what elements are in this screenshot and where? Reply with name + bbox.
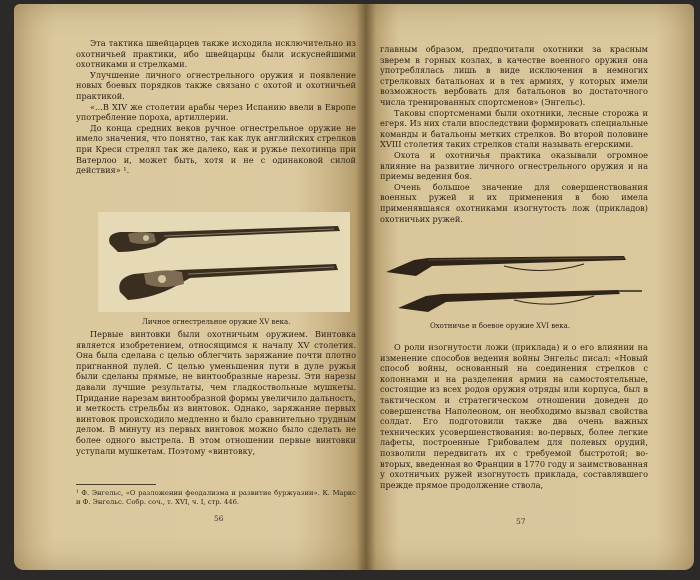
- left-page-top-text: [76, 38, 356, 176]
- left-page: [14, 4, 366, 570]
- paragraph: Улучшение личного огнестрельного оружия и появление новых боевых порядков также связано с охотой и охотничьей практикой.: [76, 69, 356, 101]
- figure-guns-xvi-century: [384, 236, 646, 316]
- guns-illustration: [384, 236, 646, 316]
- paragraph: Охота и охотничья практика оказывали огромное влияние на развитие личного огнестрельного оружия и на приемы ведения боя.: [380, 149, 648, 182]
- right-page-top-text: [380, 44, 648, 224]
- paragraph: Очень большое значение для совершенствования военных ружей и их применения в бою имела применявшаяся охотниками изогнутость лож (прикладов) охотничьих ружей.: [380, 181, 648, 224]
- guns-illustration: [98, 212, 350, 312]
- book-gutter: [356, 4, 376, 570]
- figure-caption: Охотничье и боевое оружие XVI века.: [430, 322, 571, 330]
- paragraph: Первые винтовки были охотничьим оружием. Винтовка является изобретением, относящимся к началу XV столетия. Она была сделана с целью облегчить заряжание почти плотно пригнанной пулей. С целью уменьшения пути в дуле ружья были сделаны прямые, не винтообразные нарезы. Эти нарезы давали лучшие результаты, чем гладкоствольные мушкеты. Придание нарезам винтообразной формы увеличило дальность, и меткость стрельбы из винтовок. Однако, заряжание первых винтовок происходило медленно и было сравнительно трудным делом. В минуту из первых винтовок можно было сделать не более одного выстрела. В этом отношении первые винтовки уступали мушкетам. Поэтому «винтовку,: [76, 329, 356, 456]
- paragraph: До конца средних веков ручное огнестрельное оружие не имело значения, что понятно, так как лук английских стрелков при Креси стрелял так же далеко, как и ружье пехотинца при Ватерлоо и, может быть, хотя и не с одинаковой силой действия» ¹.: [76, 122, 356, 176]
- paragraph: Таковы спортсменами были охотники, лесные сторожа и егеря. Из них стали впоследствии формировать специальные команды и батальоны метких стрелков. Во второй половине XVIII столетия таких стрелков стали называть егерскими.: [380, 107, 648, 150]
- left-page-bottom-text: [76, 329, 356, 456]
- page-number: 56: [214, 514, 224, 523]
- paragraph: главным образом, предпочитали охотники за красным зверем в горных козлах, в качестве военного оружия она употреблялась лишь в виде исключения в немногих стрелковых батальонах и в тех армиях, у которых имели возможность вербовать для батальонов во достаточного числа тренированных спортсменов» (Энгельс).: [380, 44, 648, 107]
- paragraph: «...В XIV же столетии арабы через Испанию ввели в Европе употребление пороха, артиллерии.: [76, 101, 356, 123]
- figure-caption: Личное огнестрельное оружие XV века.: [142, 318, 291, 326]
- footnote: ¹ Ф. Энгельс, «О разложении феодализма и развитие буржуазии». К. Маркс и Ф. Энгельс. Собр. соч., т. XVI, ч. I, стр. 446.: [76, 489, 356, 506]
- figure-guns-xv-century: [98, 212, 350, 312]
- paragraph: О роли изогнутости ложи (приклада) и о его влиянии на изменение способов ведения войны Энгельс писал: «Новый способ войны, основанный на соединения стрелков с колоннами и на разделения армии на самостоятельные, состоящие из всех родов оружия отряды или корпуса, был в тактическом и стратегическом отношении доведен до совершенства Наполеоном, он необходимо вызвал свойства солдат. Его подготовили также два очень важных технических усовершенствования: во-первых, более легкие лафеты, построенные Грибовалем для полевых орудий, позволили передвигать их с требуемой быстротой; во-вторых, введенная во Франции в 1770 году и заимствованная у охотничьих ружей изогнутость приклада, составлявшего прежде прямое продолжение ствола,: [380, 342, 648, 490]
- right-page-bottom-text: [380, 342, 648, 490]
- right-page: [366, 4, 694, 570]
- paragraph: Эта тактика швейцарцев также исходила исключительно из охотничьей практики, ибо швейцарцы были искуснейшими охотниками и стрелками.: [76, 38, 356, 70]
- footnote-rule: [76, 484, 156, 485]
- page-number: 57: [516, 517, 526, 526]
- book-spread: [6, 4, 696, 574]
